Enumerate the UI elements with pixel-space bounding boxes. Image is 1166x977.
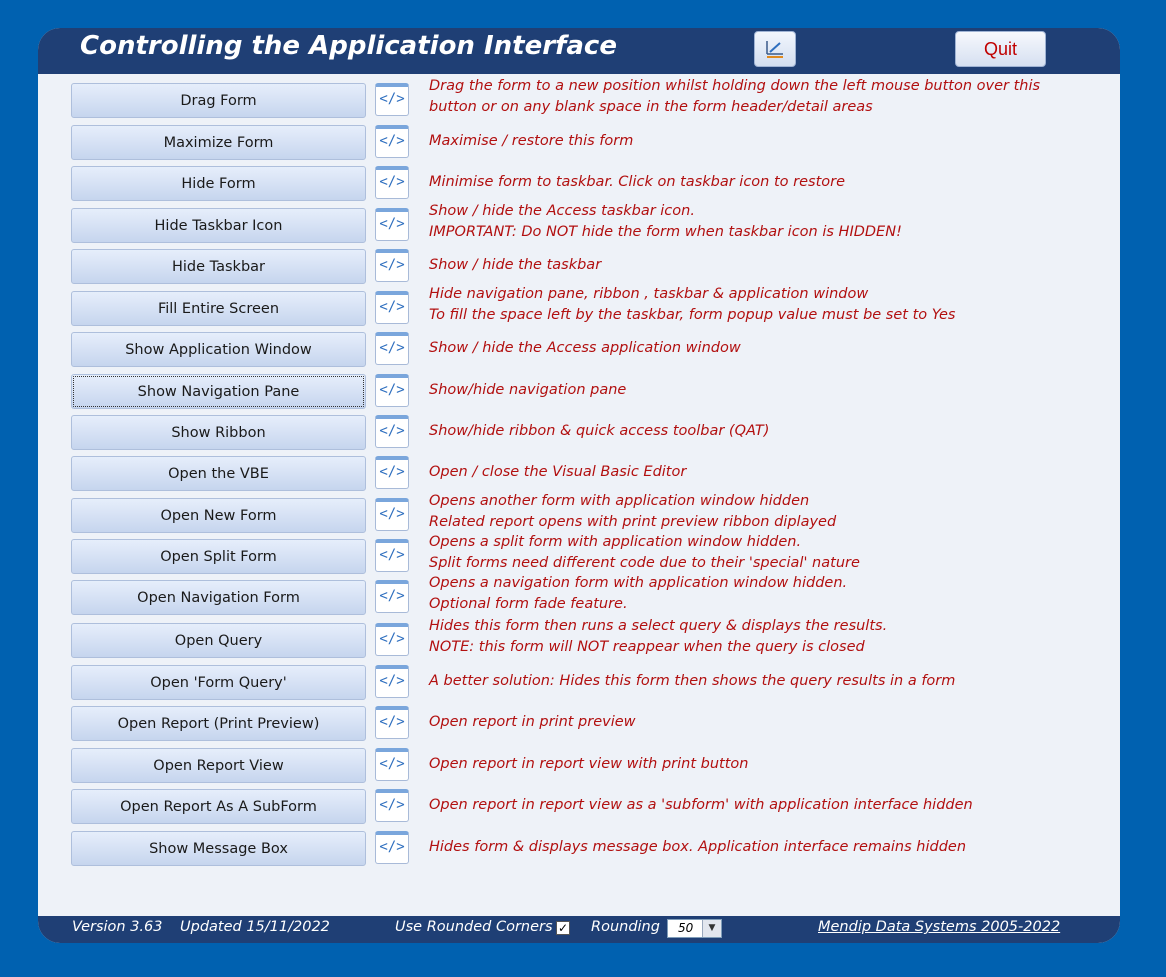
action-row xyxy=(38,789,1120,825)
description-line: Opens a split form with application window hidden. xyxy=(429,534,802,550)
description-line: Open report in report view as a 'subform' with application interface hidden xyxy=(429,797,973,813)
hide-taskbar-button[interactable]: Hide Taskbar xyxy=(71,249,366,284)
view-code-button[interactable] xyxy=(375,498,409,531)
code-icon: </> xyxy=(379,673,405,689)
description-line: Optional form fade feature. xyxy=(429,596,628,612)
credit-link[interactable]: Mendip Data Systems 2005-2022 xyxy=(818,919,1061,935)
hide-taskbar-icon-button[interactable]: Hide Taskbar Icon xyxy=(71,208,366,243)
action-row xyxy=(38,78,1120,119)
view-code-button[interactable] xyxy=(375,748,409,781)
code-icon: </> xyxy=(379,91,405,107)
description xyxy=(429,172,1109,193)
code-icon: </> xyxy=(379,257,405,273)
description-line: Open report in report view with print button xyxy=(429,756,749,772)
action-row xyxy=(38,534,1120,575)
description xyxy=(429,754,1109,775)
description xyxy=(429,421,1109,442)
description-line: Show / hide the Access application window xyxy=(429,340,741,356)
action-row xyxy=(38,706,1120,742)
view-code-button[interactable] xyxy=(375,291,409,324)
description-line: Maximise / restore this form xyxy=(429,133,634,149)
description xyxy=(429,462,1109,483)
description xyxy=(429,284,1109,326)
view-code-button[interactable] xyxy=(375,623,409,656)
view-code-button[interactable] xyxy=(375,831,409,864)
view-code-button[interactable] xyxy=(375,208,409,241)
code-icon: </> xyxy=(379,382,405,398)
code-icon: </> xyxy=(379,464,405,480)
hide-form-button[interactable]: Hide Form xyxy=(71,166,366,201)
maximize-form-button[interactable]: Maximize Form xyxy=(71,125,366,160)
action-row xyxy=(38,456,1120,492)
open-split-form-button[interactable]: Open Split Form xyxy=(71,539,366,574)
rounded-corners-checkbox[interactable]: ✓ xyxy=(557,921,569,935)
description-line: Show/hide ribbon & quick access toolbar (QAT) xyxy=(429,423,770,439)
code-icon: </> xyxy=(379,797,405,813)
form-footer xyxy=(38,916,1120,943)
code-icon: </> xyxy=(379,756,405,772)
action-row xyxy=(38,748,1120,784)
description xyxy=(429,795,1109,816)
rounded-corners-label: Use Rounded Corners xyxy=(395,919,553,935)
drag-form-button[interactable]: Drag Form xyxy=(71,83,366,118)
description xyxy=(429,338,1109,359)
description-line: Split forms need different code due to their 'special' nature xyxy=(429,555,860,571)
description xyxy=(429,671,1109,692)
action-row xyxy=(38,831,1120,867)
description-line: Hides this form then runs a select query & displays the results. xyxy=(429,618,888,634)
page-title: Controlling the Application Interface xyxy=(80,31,617,61)
code-icon: </> xyxy=(379,714,405,730)
action-row xyxy=(38,665,1120,701)
description-line: Hides form & displays message box. Application interface remains hidden xyxy=(429,839,967,855)
code-icon: </> xyxy=(379,340,405,356)
view-code-button[interactable] xyxy=(375,706,409,739)
open-the-vbe-button[interactable]: Open the VBE xyxy=(71,456,366,491)
quit-button[interactable]: Quit xyxy=(955,31,1046,67)
description xyxy=(429,712,1109,733)
view-code-button[interactable] xyxy=(375,374,409,407)
rounding-label: Rounding xyxy=(591,919,660,935)
description xyxy=(429,837,1109,858)
code-icon: </> xyxy=(379,839,405,855)
description-line: To fill the space left by the taskbar, form popup value must be set to Yes xyxy=(429,307,956,323)
action-row xyxy=(38,493,1120,534)
description-line: Related report opens with print preview ribbon diplayed xyxy=(429,514,837,530)
description xyxy=(429,491,1109,533)
view-code-button[interactable] xyxy=(375,415,409,448)
description xyxy=(429,532,1109,574)
code-icon: </> xyxy=(379,631,405,647)
description-line: Opens another form with application window hidden xyxy=(429,493,810,509)
code-icon: </> xyxy=(379,423,405,439)
view-code-button[interactable] xyxy=(375,125,409,158)
description-line: Drag the form to a new position whilst holding down the left mouse button over this xyxy=(429,78,1041,94)
form-header[interactable] xyxy=(38,28,1120,74)
edit-form-icon xyxy=(764,39,786,59)
view-code-button[interactable] xyxy=(375,789,409,822)
description-line: Show / hide the taskbar xyxy=(429,257,602,273)
view-code-button[interactable] xyxy=(375,456,409,489)
show-application-window-button[interactable]: Show Application Window xyxy=(71,332,366,367)
action-row xyxy=(38,415,1120,451)
description-line: Open report in print preview xyxy=(429,714,636,730)
description-line: Show / hide the Access taskbar icon. xyxy=(429,203,695,219)
description xyxy=(429,76,1109,118)
open-query-button[interactable]: Open Query xyxy=(71,623,366,658)
code-icon: </> xyxy=(379,588,405,604)
view-code-button[interactable] xyxy=(375,83,409,116)
description-line: IMPORTANT: Do NOT hide the form when taskbar icon is HIDDEN! xyxy=(429,224,902,240)
rounding-select[interactable] xyxy=(667,919,722,938)
description-line: Open / close the Visual Basic Editor xyxy=(429,464,687,480)
view-code-button[interactable] xyxy=(375,332,409,365)
description-line: Show/hide navigation pane xyxy=(429,382,627,398)
version-label: Version 3.63 xyxy=(72,919,163,935)
main-form xyxy=(38,28,1120,943)
open-report-as-a-subform-button[interactable]: Open Report As A SubForm xyxy=(71,789,366,824)
show-navigation-pane-button[interactable]: Show Navigation Pane xyxy=(71,374,366,409)
rounding-value: 50 xyxy=(678,921,694,935)
action-row xyxy=(38,286,1120,327)
view-code-button[interactable] xyxy=(375,539,409,572)
description xyxy=(429,255,1109,276)
description-line: Hide navigation pane, ribbon , taskbar & application window xyxy=(429,286,869,302)
open-form-query-button[interactable]: Open 'Form Query' xyxy=(71,665,366,700)
description xyxy=(429,131,1109,152)
description xyxy=(429,616,1109,658)
show-ribbon-button[interactable]: Show Ribbon xyxy=(71,415,366,450)
open-navigation-form-button[interactable]: Open Navigation Form xyxy=(71,580,366,615)
open-report-view-button[interactable]: Open Report View xyxy=(71,748,366,783)
description xyxy=(429,201,1109,243)
code-icon: </> xyxy=(379,506,405,522)
edit-form-button[interactable] xyxy=(754,31,796,67)
action-row xyxy=(38,249,1120,285)
code-icon: </> xyxy=(379,547,405,563)
updated-label: Updated 15/11/2022 xyxy=(180,919,330,935)
view-code-button[interactable] xyxy=(375,249,409,282)
chevron-down-icon[interactable]: ▼ xyxy=(702,920,721,937)
fill-entire-screen-button[interactable]: Fill Entire Screen xyxy=(71,291,366,326)
description-line: NOTE: this form will NOT reappear when the query is closed xyxy=(429,639,865,655)
open-report-print-preview-button[interactable]: Open Report (Print Preview) xyxy=(71,706,366,741)
description-line: Opens a navigation form with application window hidden. xyxy=(429,575,848,591)
code-icon: </> xyxy=(379,216,405,232)
view-code-button[interactable] xyxy=(375,580,409,613)
action-row xyxy=(38,618,1120,659)
code-icon: </> xyxy=(379,299,405,315)
open-new-form-button[interactable]: Open New Form xyxy=(71,498,366,533)
description xyxy=(429,573,1109,615)
description xyxy=(429,380,1109,401)
action-row xyxy=(38,374,1120,410)
action-row xyxy=(38,203,1120,244)
view-code-button[interactable] xyxy=(375,166,409,199)
action-row xyxy=(38,575,1120,616)
description-line: button or on any blank space in the form header/detail areas xyxy=(429,99,873,115)
description-line: A better solution: Hides this form then shows the query results in a form xyxy=(429,673,956,689)
view-code-button[interactable] xyxy=(375,665,409,698)
action-row xyxy=(38,125,1120,161)
code-icon: </> xyxy=(379,174,405,190)
action-row xyxy=(38,166,1120,202)
action-row xyxy=(38,332,1120,368)
show-message-box-button[interactable]: Show Message Box xyxy=(71,831,366,866)
description-line: Minimise form to taskbar. Click on taskbar icon to restore xyxy=(429,174,846,190)
code-icon: </> xyxy=(379,133,405,149)
